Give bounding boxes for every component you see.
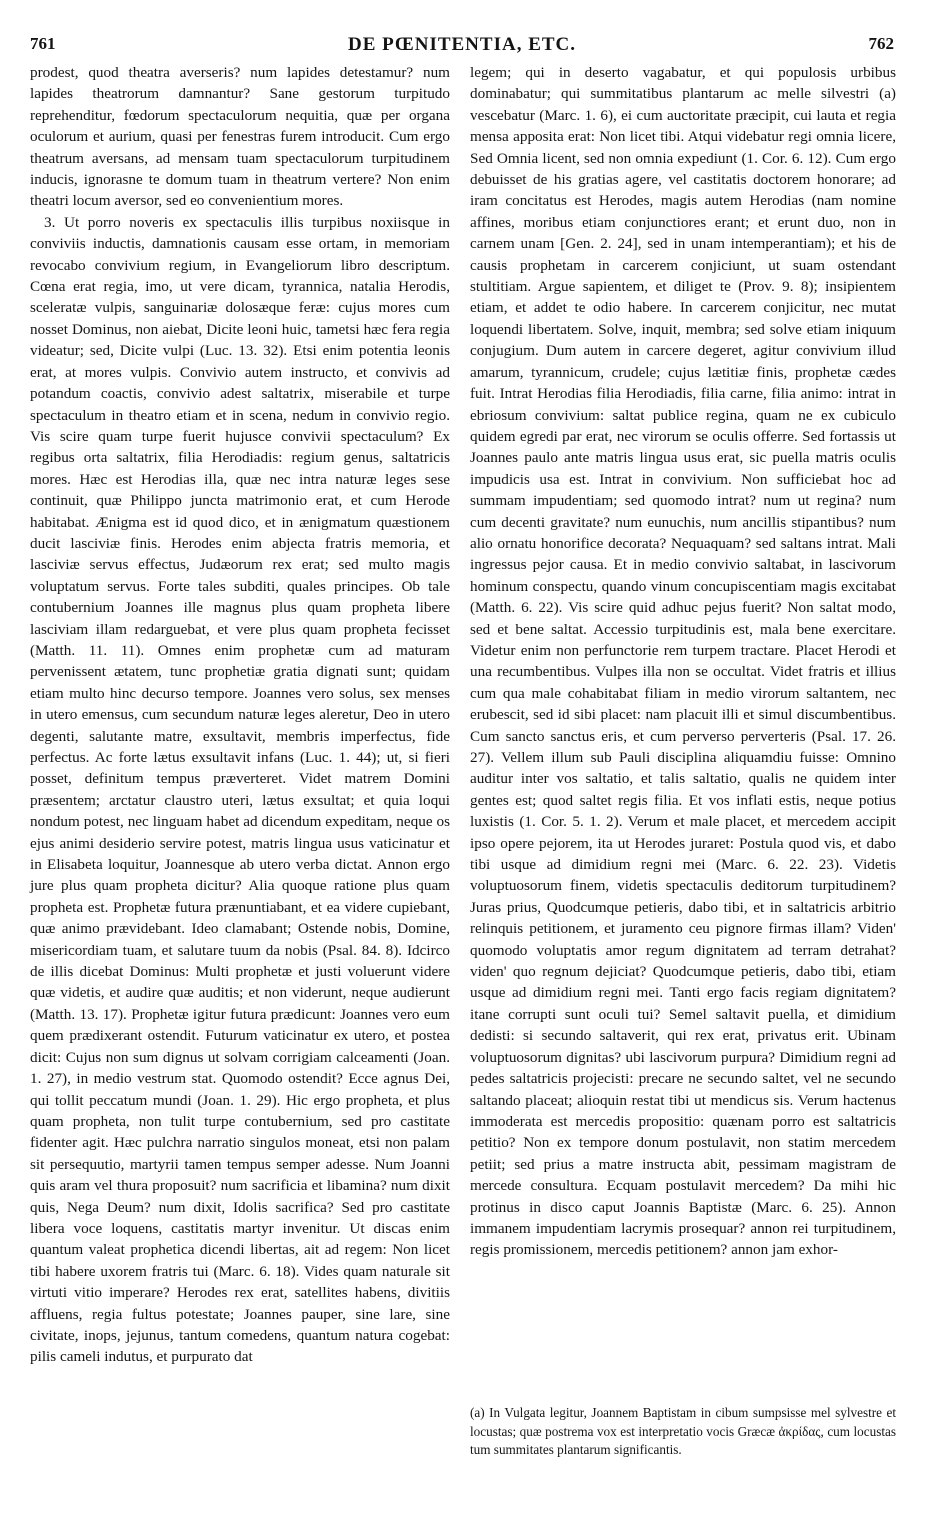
left-paragraph-2: 3. Ut porro noveris ex spectaculis illis turpibus noxiisque in conviviis inductis, damnationis causam esse ortam, in memoriam revocabo convivium regium, in Evangeliorum libro descriptum. Cœna erat regia, imo, ut vere dicam, tyrannica, natalia Herodis, sceleratæ vulpis, sanguinariæ dolosæque feræ: cujus mores cum nosset Dominus, non aiebat, Dicite leoni huic, tametsi hæc fera regia videatur; sed, Dicite vulpi (Luc. 13. 32). Etsi enim potentia leonis erat, at mores vulpis. Convivio autem instructo, et convivis ad potandum coactis, convivio adest saltatrix, miserabile et turpe spectaculum in theatro etiam et in scena, nedum in convivio regio. Vis scire quam turpe fuerit hujusce convivii spectaculum? Ex regibus orta saltatrix, filia Herodiadis: regium genus, saltatricis mores. Hæc est Herodias illa, quæ nec intra naturæ leges sese continuit, quæ Philippo juncta matrimonio erat, et cum Herode habitabat. Ænigma est id quod dico, et in ænigmatum quæstionem ducit lasciviæ finis. Herodes enim abjecta fratris memoria, et lasciviæ servus effectus, Judæorum rex erat; sed multo magis voluptatum servus. Forte tales subditi, quales principes. Ob tale contubernium Joannes ille magnus plus quam propheta libere lasciviam illam redarguebat, et vere plus quam propheta fecisset (Matth. 11. 11). Omnes enim prophetæ cum ad maturam pervenissent ætatem, tunc prophetiæ gratia dignati sunt; quidam etiam multo hinc decurso tempore. Joannes vero solus, sex menses in utero emensus, cum secundum naturæ leges aleretur, Deo in utero degenti, salutante matre, exsultavit, membris imperfectus, fide perfectus. Ac forte lætus exsultavit infans (Luc. 1. 44); ut, si fieri posset, definitum tempus præverteret. Videt matrem Domini præsentem; arctatur claustro uteri, lætus exsultat; et quia loqui nondum potest, nec linguam habet ad dicendum expeditam, neque os ejus animi desiderio servire potest, matris lingua usus vaticinatur et in Elisabeta loquitur, Joannesque ab utero verba dictat. Annon ergo jure plus quam propheta dicitur? Alia quoque ratione plus quam propheta est. Prophetæ futura prænuntiabant, et ea videre cupiebant, quæ animo prævidebant. Ideo clamabant; Ostende nobis, Domine, misericordiam tuam, et salutare tuum da nobis (Psal. 84. 8). Idcirco de illis dicebat Dominus: Multi prophetæ et justi voluerunt videre quæ videtis, et audire quæ auditis; et non viderunt, neque audierunt (Matth. 13. 17). Prophetæ igitur futura prædicunt: Joannes vero eum quem prædixerant ostendit. Futurum vaticinatur ex utero, et postea dicit: Cujus non sum dignus ut solvam corrigiam calceamenti (Joan. 1. 27), in medio vestrum stat. Quomodo ostendit? Ecce agnus Dei, qui tollit peccatum mundi (Joan. 1. 29). Hic ergo propheta, et plus quam propheta, non tulit turpe contubernium, sed pro castitate fidenter agit. Hæc pulchra narratio singulos moneat, etsi non palam sit persequutio, martyrii tamen tempus semper adesse. Num Joanni quis aram vel thura proposuit? num sacrificia et libamina? num dixit quis, Nega Deum? num dixit, Idolis sacrifica? Sed pro castitate libera voce loquens, castitatis martyr invenitur. Ut discas enim quantum valeat prophetica dicendi libertas, ait ad regem: Non licet tibi habere uxorem fratris tui (Marc. 6. 18). Vides quam naturale sit virtuti vitio imperare? Herodes rex erat, satellites habens, divitiis affluens, regia fultus potestate; Joannes pauper, sine lare, sine civitate, inops, jejunus, tantum comedens, quantum natura cogebat: pilis cameli indutus, et purpurato dat xyxy=(30,213,450,1366)
left-column xyxy=(30,62,450,1368)
page-header xyxy=(30,8,894,58)
left-paragraph-1: prodest, quod theatra averseris? num lapides detestamur? num lapides theatrorum damnantur? Sane gestorum turpitudo reprehenditur, fœdorum spectaculorum nequitia, quæ per organa oculorum et aurium, quasi per fenestras furem introducit. Cum ergo theatrum aversans, ad mensam tuam spectaculorum turpitudinem inducis, ignorasne te domum tuam in theatrum vertere? Non enim theatri locum aversor, sed eo convenientium mores. xyxy=(30,64,450,210)
page-number-left: 761 xyxy=(30,34,56,53)
right-column xyxy=(470,62,896,1261)
running-title: DE PŒNITENTIA, ETC. xyxy=(347,34,577,55)
page-number-right: 762 xyxy=(868,34,894,53)
footnote: (a) In Vulgata legitur, Joannem Baptistam in cibum sumpsisse mel sylvestre et locustas; quæ postrema vox est interpretatio vocis Græcæ ἀκρίδας, cum locustas tum summitates plantarum significantis. xyxy=(470,1405,896,1457)
right-paragraph-1: legem; qui in deserto vagabatur, et qui populosis urbibus dominabatur; qui summitatibus plantarum ac melle silvestri (a) vescebatur (Marc. 1. 6), ei cum auctoritate præcipit, cui lauta et regia mensa apposita erat: Non licet tibi. Atqui videbatur regi omnia licere, Sed Omnia licent, sed non omnia expediunt (1. Cor. 6. 12). Cum ergo debuisset de his gratias agere, vel castitatis doctorem honorare; ad iram concitatus est Herodes, magis autem Herodias (nam nomine affines, moribus etiam conjunctiores erant; et erunt duo, non in carnem unam [Gen. 2. 24], sed in unam intemperantiam); et his de causis prophetam in carcerem conjiciunt, ut suam ostendant stultitiam. Argue sapientem, et diliget te (Prov. 9. 8); insipientem etiam, et addet te odio habere. In carcerem conjicitur, nec mutat loquendi libertatem. Solve, inquit, membra; sed solve etiam iniquum conjugium. Dum autem in carcere degeret, agitur convivium illud amarum, tyrannicum, crudele; cujus lætitiæ finis, prophetæ cædes fuit. Intrat Herodias filia Herodiadis, filia carne, filia animo: intrat in ebriosum convivium: saltat publice regina, quam ne ex cubiculo quidem egredi par erat, nec virorum se oculis offerre. Sed fortassis ut Joannes paulo ante matris lingua usus erat, sic puella matris oculis impudicis usa est. Intrat in convivium. Non sufficiebat hoc ad summam impudentiam; sed quomodo intrat? num ut regina? num cum decenti gravitate? num eunuchis, num ancillis stipantibus? num alio ornatu honorifice decorata? Nequaquam? sed saltans intrat. Mali ingressus pejor causa. Et in medio convivio saltabat, in lascivorum hominum conspectu, quando vinum concupiscentiam magis excitabat (Matth. 6. 22). Vis scire quid adhuc pejus fuerit? Non saltat modo, sed et bene saltat. Accessio turpitudinis est, mala bene exercitare. Videtur enim non perfunctorie rem turpem tractare. Placet Herodi et una recumbentibus. Vulpes illa non se occultat. Videt fratris et illius cum qua male cohabitabat filiam in medio virorum saltantem, nec erubescit, sed id sibi placet: nam placuit illi et simul discumbentibus. Cum sancto sanctus eris, et cum perverso perverteris (Psal. 17. 26. 27). Vellem illum sub Pauli disciplina aliquamdiu fuisse: Omnino auditur inter vos saltatio, et talis saltatio, qualis ne quidem inter gentes est; quod saltet regis filia. Et vos inflati estis, neque potius luxistis (1. Cor. 5. 1. 2). Verum et male placet, et mercedem accipit ipso opere pejorem, ita ut Herodes juraret: Postula quod vis, et dabo tibi usque ad dimidium regni mei (Marc. 6. 22. 23). Videtis voluptuosorum finem, videtis spectaculis deditorum turpitudinem? Juras prius, Quodcumque petieris, dabo tibi, et in saltatricis arbitrio relinquis petitionem, et juramento ceu pignore firmas illam? Viden' quomodo voluptatis amor regum dignitatem ad terram detrahat? viden' quo regnum dejiciat? Quodcumque petieris, dabo tibi, etiam usque ad dimidium regni mei. Tanti ergo facis regiam dignitatem? itane corrupti sunt oculi tui? Semel saltavit puella, et dimidium dedisti: si secundo saltaverit, qui rex erat, privatus erit. Ubinam voluptuosorum dignitas? ubi lascivorum purpura? Dimidium regni ad pedes saltatricis projecisti: precare ne secundo saltet, vel ne secundo saltando placeat; alioquin restat tibi ut mendicus sis. Verum hactenus immoderata est mercedis propositio: quænam porro est saltatricis petitio? Non ex tempore donum postulavit, non statim mercedem petiit; sed prius a matre instructa abit, pessimam magistram de mercede consultura. Ecquam postulavit mercedem? Da mihi hic protinus in disco caput Joannis Baptistæ (Marc. 6. 25). Annon immanem impudentiam lacrymis prosequar? annon rei turpitudinem, regis promissionem, mercedis petitionem? annon jam exhor- xyxy=(470,64,896,1259)
